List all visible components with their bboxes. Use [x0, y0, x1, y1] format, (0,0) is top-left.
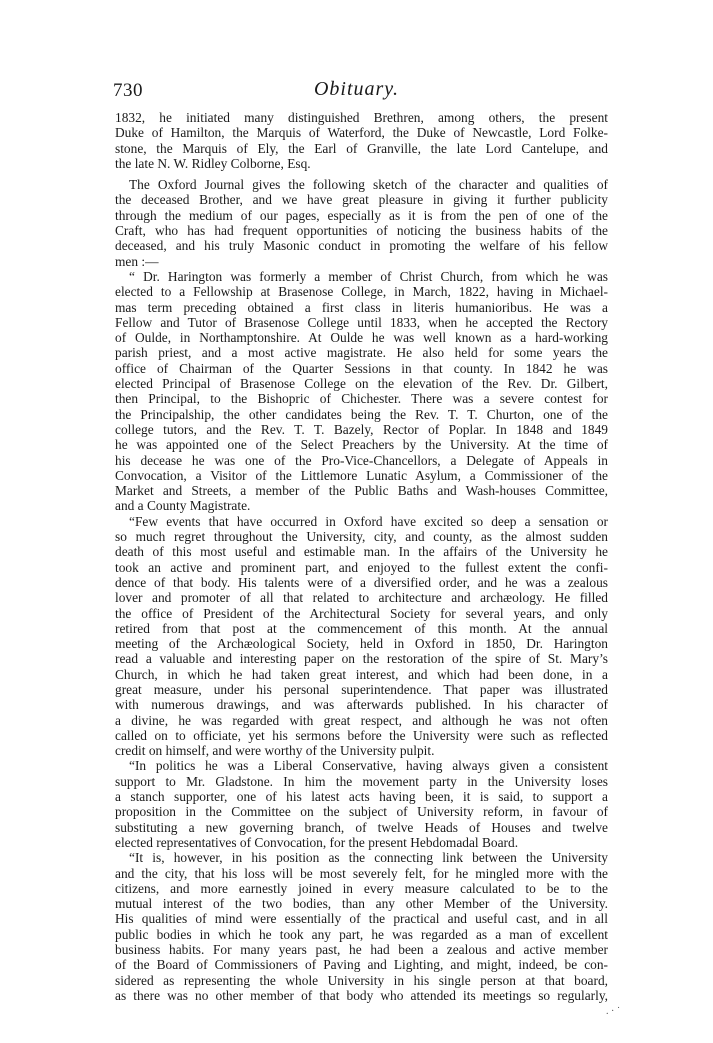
text-line: a stanch supporter, one of his latest acts having been, it is said, to support a [115, 789, 608, 805]
text-line: read a valuable and interesting paper on the restoration of the spire of St. Mary’s [115, 651, 608, 667]
text-line: office of Chairman of the Quarter Sessions in that county. In 1842 he was [115, 360, 608, 376]
text-line: lover and promoter of all that related to architecture and archæology. He filled [115, 590, 608, 606]
text-line: so much regret throughout the University, city, and county, as the almost sudden [115, 529, 608, 545]
text-line: of the Board of Commissioners of Paving and Lighting, and might, indeed, be con- [115, 957, 608, 973]
text-line: substituting a new governing branch, of twelve Heads of Houses and twelve [115, 819, 608, 835]
text-line: Convocation, a Visitor of the Littlemore Lunatic Asylum, a Commissioner of the [115, 467, 608, 483]
text-line: Church, in which he had taken great interest, and which had been done, in a [115, 666, 608, 682]
stray-marks: . · ˙ [606, 1006, 621, 1017]
text-line: public bodies in which he took any part, he was regarded as a man of excellent [115, 926, 608, 942]
text-line: business habits. For many years past, he had been a zealous and active member [115, 942, 608, 958]
text-line: sidered as representing the whole University in his single person at that board, [115, 972, 608, 988]
text-line: mas term preceding obtained a first class in literis humanioribus. He was a [115, 299, 608, 315]
text-line: “It is, however, in his position as the connecting link between the University [129, 850, 608, 866]
text-line: his decease he was one of the Pro-Vice-Chancellors, a Delegate of Appeals in [115, 452, 608, 468]
text-line: retired from that post at the commencement of this month. At the annual [115, 620, 608, 636]
text-line: as there was no other member of that body who attended its meetings so regularly, [115, 987, 608, 1003]
text-line: great measure, under his personal superintendence. That paper was illustrated [115, 681, 608, 697]
text-line: His qualities of mind were essentially of the practical and useful cast, and in all [115, 911, 608, 927]
text-line: “In politics he was a Liberal Conservative, having always given a consistent [129, 758, 608, 774]
text-line: elected Principal of Brasenose College on the elevation of the Rev. Dr. Gilbert, [115, 376, 608, 392]
text-line: of Oulde, in Northamptonshire. At Oulde he was well known as a hard-working [115, 330, 608, 346]
text-line: took an active and prominent part, and enjoyed to the fullest extent the confi- [115, 559, 608, 575]
text-line: the late N. W. Ridley Colborne, Esq. [115, 155, 311, 171]
text-line: meeting of the Archæological Society, held in Oxford in 1850, Dr. Harington [115, 636, 608, 652]
text-line: Duke of Hamilton, the Marquis of Waterford, the Duke of Newcastle, Lord Folke- [115, 125, 608, 141]
text-line: credit on himself, and were worthy of the University pulpit. [115, 743, 435, 759]
text-line: mutual interest of the two bodies, than any other Member of the University. [115, 896, 608, 912]
text-line: elected representatives of Convocation, for the present Hebdomadal Board. [115, 834, 519, 850]
text-line: citizens, and more earnestly joined in every measure calculated to be to the [115, 880, 608, 896]
text-line: the office of President of the Architectural Society for several years, and only [115, 605, 608, 621]
text-line: Market and Streets, a member of the Public Baths and Wash-houses Committee, [115, 483, 608, 499]
text-line: stone, the Marquis of Ely, the Earl of Granville, the late Lord Cantelupe, and [115, 140, 608, 156]
text-line: he was appointed one of the Select Preachers by the University. At the time of [115, 437, 608, 453]
text-line: the Principalship, the other candidates being the Rev. T. T. Churton, one of the [115, 406, 608, 422]
text-line: through the medium of our pages, especially as it is from the pen of one of the [115, 207, 608, 223]
text-line: with numerous drawings, and was afterwards published. In his character of [115, 697, 608, 713]
text-line: proposition in the Committee on the subject of University reform, in favour of [115, 804, 608, 820]
text-line: men :— [115, 253, 159, 269]
text-line: dence of that body. His talents were of a diversified order, and he was a zealous [115, 574, 608, 590]
text-line: called on to officiate, yet his sermons before the University were such as reflected [115, 727, 608, 743]
text-line: the deceased Brother, and we have great pleasure in giving it further publicity [115, 192, 608, 208]
text-line: Craft, who has had frequent opportunities of noticing the business habits of the [115, 223, 608, 239]
text-line: 1832, he initiated many distinguished Brethren, among others, the present [115, 110, 608, 125]
text-line: “Few events that have occurred in Oxford have excited so deep a sensation or [129, 513, 608, 529]
text-line: then Principal, to the Bishopric of Chichester. There was a severe contest for [115, 391, 608, 407]
text-line: college tutors, and the Rev. T. T. Bazely, Rector of Poplar. In 1848 and 1849 [115, 421, 608, 437]
text-line: “ Dr. Harington was formerly a member of Christ Church, from which he was [129, 268, 608, 284]
running-head: Obituary. [313, 78, 400, 100]
text-line: a divine, he was regarded with great respect, and although he was not often [115, 712, 608, 728]
text-line: The Oxford Journal gives the following sketch of the character and qualities of [129, 177, 608, 193]
text-line: support to Mr. Gladstone. In him the movement party in the University loses [115, 773, 608, 789]
text-line: and a County Magistrate. [115, 498, 251, 514]
text-line: deceased, and his truly Masonic conduct in promoting the welfare of his fellow [115, 238, 608, 254]
body-text [115, 110, 608, 1003]
page-number: 730 [113, 80, 143, 101]
text-line: death of this most useful and estimable man. In the affairs of the University he [115, 544, 608, 560]
text-line: Fellow and Tutor of Brasenose College until 1833, when he accepted the Rectory [115, 314, 608, 330]
text-line: elected to a Fellowship at Brasenose College, in March, 1822, having in Michael- [115, 284, 608, 300]
text-line: parish priest, and a most active magistrate. He also held for some years the [115, 345, 608, 361]
text-line: and the city, that his loss will be most severely felt, for he mingled more with the [115, 865, 608, 881]
